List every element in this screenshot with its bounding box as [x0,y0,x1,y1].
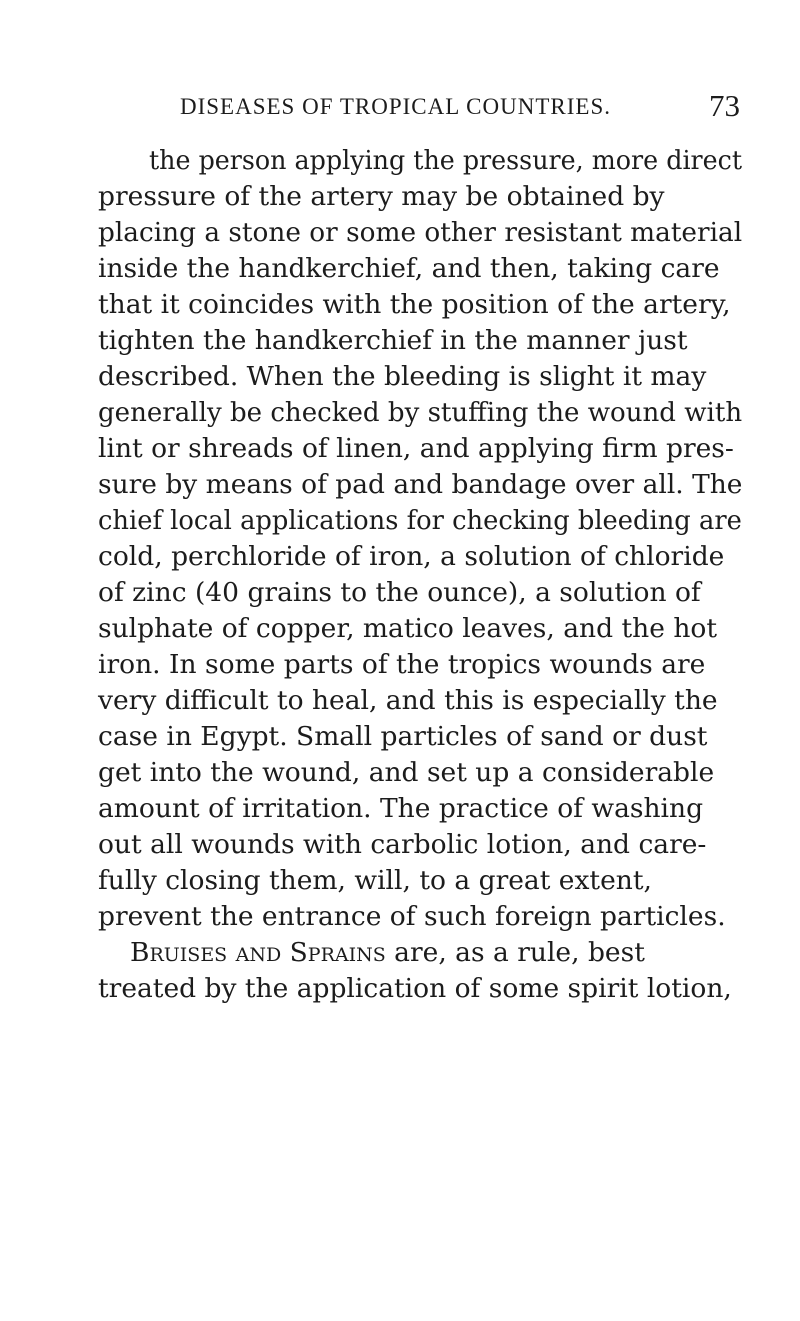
text-line: described. When the bleeding is slight it may [98,361,707,392]
text-line: chief local applications for checking bleeding are [98,505,742,536]
text-line: sulphate of copper, matico leaves, and the hot [98,613,717,644]
text-line: amount of irritation. The practice of washing [98,793,704,824]
text-line: treated by the application of some spirit lotion, [98,973,732,1004]
text-line: inside the handkerchief, and then, taking care [98,253,720,284]
text-line: of zinc (40 grains to the ounce), a solution of [98,577,701,608]
running-head-title: DISEASES OF TROPICAL COUNTRIES. [180,94,611,119]
text-line: pressure of the artery may be obtained by [98,181,665,212]
text-line: that it coincides with the position of the artery, [98,289,731,320]
page-number: 73 [709,88,740,123]
text-line: get into the wound, and set up a considerable [98,757,715,788]
section-lead-smallcaps: Bruises and Sprains [130,937,386,968]
text-line: case in Egypt. Small particles of sand or dust [98,721,708,752]
paragraph-start-line [130,935,645,971]
text-line: prevent the entrance of such foreign particles. [98,901,726,932]
text-line: the person applying the pressure, more direct [149,145,743,176]
text-line: iron. In some parts of the tropics wounds are [98,649,706,680]
text-line: cold, perchloride of iron, a solution of chloride [98,541,725,572]
text-line: lint or shreads of linen, and applying firm pres- [98,433,734,464]
text-line: generally be checked by stuffing the wound with [98,397,743,428]
text-line: placing a stone or some other resistant material [98,217,743,248]
text-line: very difficult to heal, and this is especially the [98,685,718,716]
text-line: out all wounds with carbolic lotion, and care- [98,829,707,860]
text-line: tighten the handkerchief in the manner just [98,325,688,356]
text-line: fully closing them, will, to a great extent, [98,865,652,896]
text-line: sure by means of pad and bandage over all. The [98,469,743,500]
text-fragment: are, as a rule, best [385,937,645,968]
